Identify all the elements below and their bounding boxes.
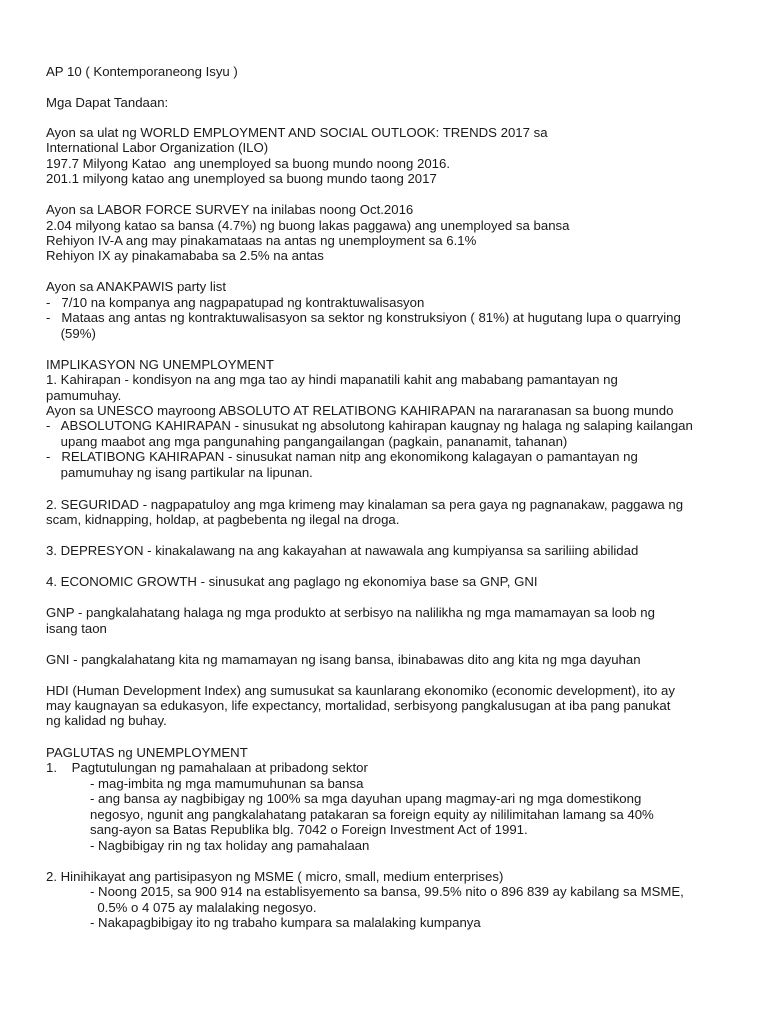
- text-line: 2.04 milyong katao sa bansa (4.7%) ng buong lakas paggawa) ang unemployed sa bansa: [46, 218, 570, 233]
- sub-list-item-continuation: 0.5% o 4 075 ay malalaking negosyo.: [90, 900, 317, 915]
- text-line: Ayon sa ulat ng WORLD EMPLOYMENT AND SOCIAL OUTLOOK: TRENDS 2017 sa: [46, 125, 548, 140]
- sub-list-item: - Nakapagbibigay ito ng trabaho kumpara sa malalaking kumpanya: [90, 915, 481, 930]
- list-item: - ABSOLUTONG KAHIRAPAN - sinusukat ng absolutong kahirapan kaugnay ng halaga ng salaping kailangan: [46, 418, 693, 433]
- text-line: isang taon: [46, 621, 107, 636]
- list-item-continuation: pamumuhay ng isang partikular na lipunan.: [46, 465, 313, 480]
- text-line: International Labor Organization (ILO): [46, 140, 269, 155]
- document-title: AP 10 ( Kontemporaneong Isyu ): [46, 64, 238, 79]
- text-line: 197.7 Milyong Katao ang unemployed sa buong mundo noong 2016.: [46, 156, 450, 171]
- section-heading: Mga Dapat Tandaan:: [46, 95, 169, 110]
- text-line: 1. Kahirapan - kondisyon na ang mga tao ay hindi mapanatili kahit ang mababang pamantayan ng: [46, 372, 618, 387]
- list-item-continuation: upang maabot ang mga pangunahing pangangailangan (pagkain, pananamit, tahanan): [46, 434, 568, 449]
- text-line: 2. SEGURIDAD - nagpapatuloy ang mga krimeng may kinalaman sa pera gaya ng pagnanakaw, paggawa ng: [46, 497, 684, 512]
- text-line: pamumuhay.: [46, 388, 122, 403]
- text-line: Rehiyon IV-A ang may pinakamataas na antas ng unemployment sa 6.1%: [46, 233, 477, 248]
- list-item: - Mataas ang antas ng kontraktuwalisasyon sa sektor ng konstruksiyon ( 81%) at hugutang lupa o quarrying: [46, 310, 681, 325]
- text-line: ng kalidad ng buhay.: [46, 713, 167, 728]
- sub-list-item: - Nagbibigay rin ng tax holiday ang pamahalaan: [90, 838, 370, 853]
- list-item: 1. Pagtutulungan ng pamahalaan at pribadong sektor: [46, 760, 368, 775]
- list-item: 2. Hinihikayat ang partisipasyon ng MSME ( micro, small, medium enterprises): [46, 869, 504, 884]
- text-line: 4. ECONOMIC GROWTH - sinusukat ang paglago ng ekonomiya base sa GNP, GNI: [46, 574, 538, 589]
- list-item: - 7/10 na kompanya ang nagpapatupad ng kontraktuwalisasyon: [46, 295, 425, 310]
- text-line: 201.1 milyong katao ang unemployed sa buong mundo taong 2017: [46, 171, 437, 186]
- sub-list-item: - ang bansa ay nagbibigay ng 100% sa mga dayuhan upang magmay-ari ng mga domestikong: [90, 791, 642, 806]
- sub-list-item: - Noong 2015, sa 900 914 na establisyemento sa bansa, 99.5% nito o 896 839 ay kabilang sa MSME,: [90, 884, 684, 899]
- sub-list-item-continuation: sang-ayon sa Batas Republika blg. 7042 o Foreign Investment Act of 1991.: [90, 822, 528, 837]
- text-line: GNI - pangkalahatang kita ng mamamayan ng isang bansa, ibinabawas dito ang kita ng mga dayuhan: [46, 652, 641, 667]
- text-line: Ayon sa LABOR FORCE SURVEY na inilabas noong Oct.2016: [46, 202, 414, 217]
- text-line: Rehiyon IX ay pinakamababa sa 2.5% na antas: [46, 248, 324, 263]
- text-line: may kaugnayan sa edukasyon, life expectancy, mortalidad, serbisyong pangkalusugan at iba pang panukat: [46, 698, 671, 713]
- text-line: Ayon sa ANAKPAWIS party list: [46, 279, 227, 294]
- text-line: GNP - pangkalahatang halaga ng mga produkto at serbisyo na nalilikha ng mga mamamayan sa loob ng: [46, 605, 655, 620]
- section-heading: IMPLIKASYON NG UNEMPLOYMENT: [46, 357, 274, 372]
- text-line: 3. DEPRESYON - kinakalawang na ang kakayahan at nawawala ang kumpiyansa sa sariliing abilidad: [46, 543, 639, 558]
- section-heading: PAGLUTAS ng UNEMPLOYMENT: [46, 745, 248, 760]
- text-line: scam, kidnapping, holdap, at pagbebenta ng ilegal na droga.: [46, 512, 400, 527]
- sub-list-item: - mag-imbita ng mga mamumuhunan sa bansa: [90, 776, 364, 791]
- text-line: HDI (Human Development Index) ang sumusukat sa kaunlarang ekonomiko (economic development), ito ay: [46, 683, 675, 698]
- list-item: - RELATIBONG KAHIRAPAN - sinusukat naman nitp ang ekonomikong kalagayan o pamantayan ng: [46, 449, 638, 464]
- sub-list-item-continuation: negosyo, ngunit ang pangkalahatang patakaran sa foreign equity ay nililimitahan lamang sa 40%: [90, 807, 654, 822]
- text-line: Ayon sa UNESCO mayroong ABSOLUTO AT RELATIBONG KAHIRAPAN na nararanasan sa buong mundo: [46, 403, 674, 418]
- list-item-continuation: (59%): [46, 326, 96, 341]
